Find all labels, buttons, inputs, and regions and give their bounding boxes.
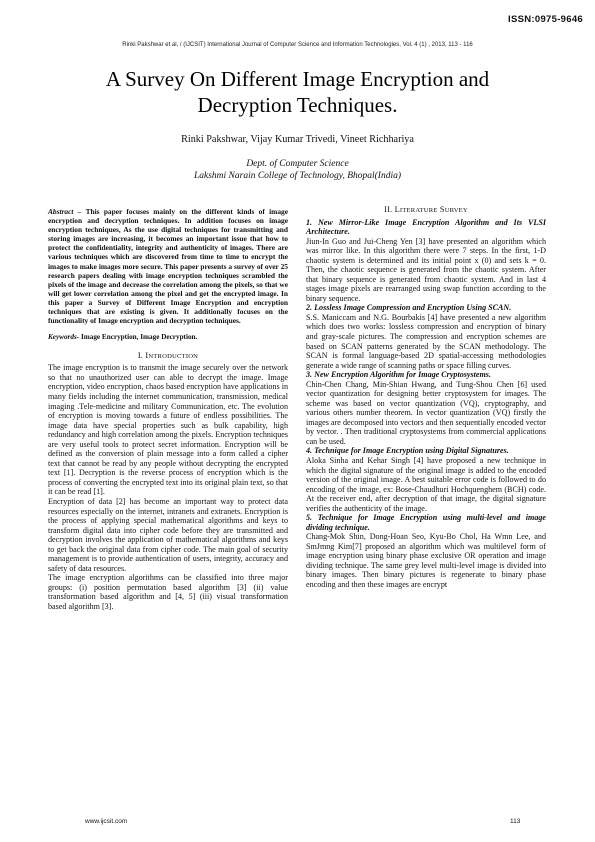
- paper-title: [40, 66, 555, 118]
- affiliation-dept: Dept. of Computer Science: [246, 159, 349, 169]
- section-rest: ITERATURE: [399, 207, 438, 214]
- intro-paragraph-2: Encryption of data [2] has become an important way to protect data resources especially on the internet, intranets and extranets. Encryption is the process of applying special mathematical algorithms and keys to transform digital data into cipher code before they are transmitted and decryption involves the application of mathematical algorithms and keys to get back the original data from cipher code. The main goal of security management is to provide authentication of users, integrity, accuracy and safety of data resources.: [48, 496, 288, 573]
- survey-item-heading: 5. Technique for Image Encryption using multi-level and image dividing technique.: [306, 513, 546, 532]
- section-cap: S: [439, 205, 445, 214]
- abstract-label: Abstract –: [48, 207, 82, 216]
- section-heading-literature-survey: [306, 205, 546, 216]
- section-rest: NTRODUCTION: [148, 352, 199, 360]
- title-line-1: A Survey On Different Image Encryption and: [105, 67, 490, 91]
- section-heading-introduction: [48, 351, 288, 362]
- section-cap: I: [145, 350, 149, 360]
- section-rest: URVEY: [444, 207, 468, 214]
- abstract: [48, 207, 288, 325]
- abstract-text: This paper focuses mainly on the different kinds of image encryption and decryption techniques. In addition focuses on image encryption techniques, As the use digital techniques for transmitting and storing images are increasing, it becomes an important issue that how to protect the confidentiality, integrity and authenticity of images. There are various techniques which are discovered from time to time to encrypt the images to make images more secure. This paper presents a survey of over 25 research papers dealing with image encryption techniques scrambled the pixels of the image and decrease the correlation among the pixels, so that we will get lower correlation among the pixel and get the encrypted image. In this paper a Survey of Different Image Encryption and encryption techniques that are existing is given. It additionally focuses on the functionality of Image encryption and decryption techniques.: [48, 207, 288, 326]
- keywords-text: Image Encryption, Image Decryption.: [79, 333, 198, 342]
- affiliation-college: Lakshmi Narain College of Technology, Bhopal(India): [193, 171, 402, 181]
- authors: Rinki Pakshwar, Vijay Kumar Trivedi, Vineet Richhariya: [181, 134, 414, 145]
- keywords: [48, 333, 288, 343]
- section-number: I.: [137, 350, 144, 360]
- survey-item-text: Chin-Chen Chang, Min-Shian Hwang, and Tung-Shou Chen [6] used vector quantization for designing better cryptosystem for images. The scheme was based on vector quantization (VQ), cryptography, and various others number theorem. In vector quantization (VQ) firstly the images are decomposed into vectors and then sequentially encoded vector by vector. . Then traditional cryptosystems from commercial applications can be used.: [306, 379, 546, 446]
- left-column: [48, 207, 288, 612]
- journal-header: Rinki Pakshwar et al, / (IJCSIT) International Journal of Computer Science and Information Technologies, Vol. 4 (1) , 2013, 113 - 116: [122, 42, 473, 48]
- section-cap: L: [394, 205, 400, 214]
- survey-item-heading: 2. Lossless Image Compression and Encryption Using SCAN.: [306, 303, 512, 313]
- page-number: 113: [510, 818, 521, 825]
- survey-item-text: S.S. Maniccam and N.G. Bourbakis [4] have presented a new algorithm which does two works: lossless compression and encryption of binary and gray-scale pictures. The compression and encryption schemes are based on SCAN patterns generated by the SCAN methodology. The SCAN is formal language-based 2D spatial-accessing methodologies generate a wide range of scanning paths or space filling curves.: [306, 312, 546, 370]
- survey-item-heading: 4. Technique for Image Encryption using Digital Signatures.: [306, 446, 509, 456]
- survey-item-text: Chang-Mok Shin, Dong-Hoan Seo, Kyu-Bo Chol, Ha Wmn Lee, and SmJmng Kim[7] proposed an algorithm which was multilevel form of image encryption using binary phase exclusive OR operation and image dividing technique. The same grey level multi-level image is divided into binary images. Then binary pictures is regenerate to binary phase encoding and then these images are encrypt: [306, 532, 546, 589]
- title-line-2: Decryption Techniques.: [197, 93, 398, 117]
- survey-item-heading: 1. New Mirror-Like Image Encryption Algorithm and Its VLSI Architecture.: [306, 217, 546, 237]
- keywords-label: Keywords-: [48, 333, 80, 342]
- survey-item-text: Jiun-In Guo and Jui-Cheng Yen [3] have presented an algorithm which was mirror like. In this algorithm there were 7 steps. In the first, 1-D chaotic system is determined and its initial point x (0) and sets k = 0. Then, the chaotic sequence is generated from the chaotic system. After that binary sequence is generated from chaotic system. And in last 4 stages image pixels are rearranged using swap function according to the binary sequence.: [306, 236, 546, 303]
- survey-item-heading: 3. New Encryption Algorithm for Image Cryptosystems.: [306, 370, 491, 380]
- issn-label: ISSN:0975-9646: [508, 14, 583, 25]
- survey-item-text: Aloka Sinha and Kehar Singh [4] have proposed a new technique in which the digital signature of the original image is added to the encoded version of the original image. A best suitable error code is followed to do encoding of the image, ex: Bose-Chaudhuri Hochquenghem (BCH) code. At the receiver end, after decryption of that image, the digital signature verifies the authenticity of the image.: [306, 455, 546, 513]
- affiliation: [0, 158, 595, 182]
- right-column: [306, 205, 546, 590]
- intro-paragraph-3: The image encryption algorithms can be classified into three major groups: (i) position permutation based algorithm [3] (ii) value transformation based algorithm and [4, 5] (iii) visual transformation based algorithm [3].: [48, 573, 288, 611]
- footer-website: www.ijcsit.com: [85, 818, 128, 825]
- section-number: II.: [384, 205, 393, 214]
- intro-paragraph-1: The image encryption is to transmit the image securely over the network so that no unauthorized user can able to decrypt the image. Image encryption, video encryption, chaos based encryption have applications in many fields including the internet communication, transmission, medical imaging .Tele-medicine and military Communication, etc. The evolution of encryption is moving towards a future of endless possibilities. The image data have special properties such as bulk capability, high redundancy and high correlation among the pixels. Encryption techniques are very useful tools to protect secret information. Encryption will be defined as the conversion of plain message into a form called a cipher text that cannot be read by any people without decrypting the encrypted text [1]. Decryption is the reverse process of encryption which is the process of converting the encrypted text into its original plain text, so that it can be read [1].: [48, 363, 288, 497]
